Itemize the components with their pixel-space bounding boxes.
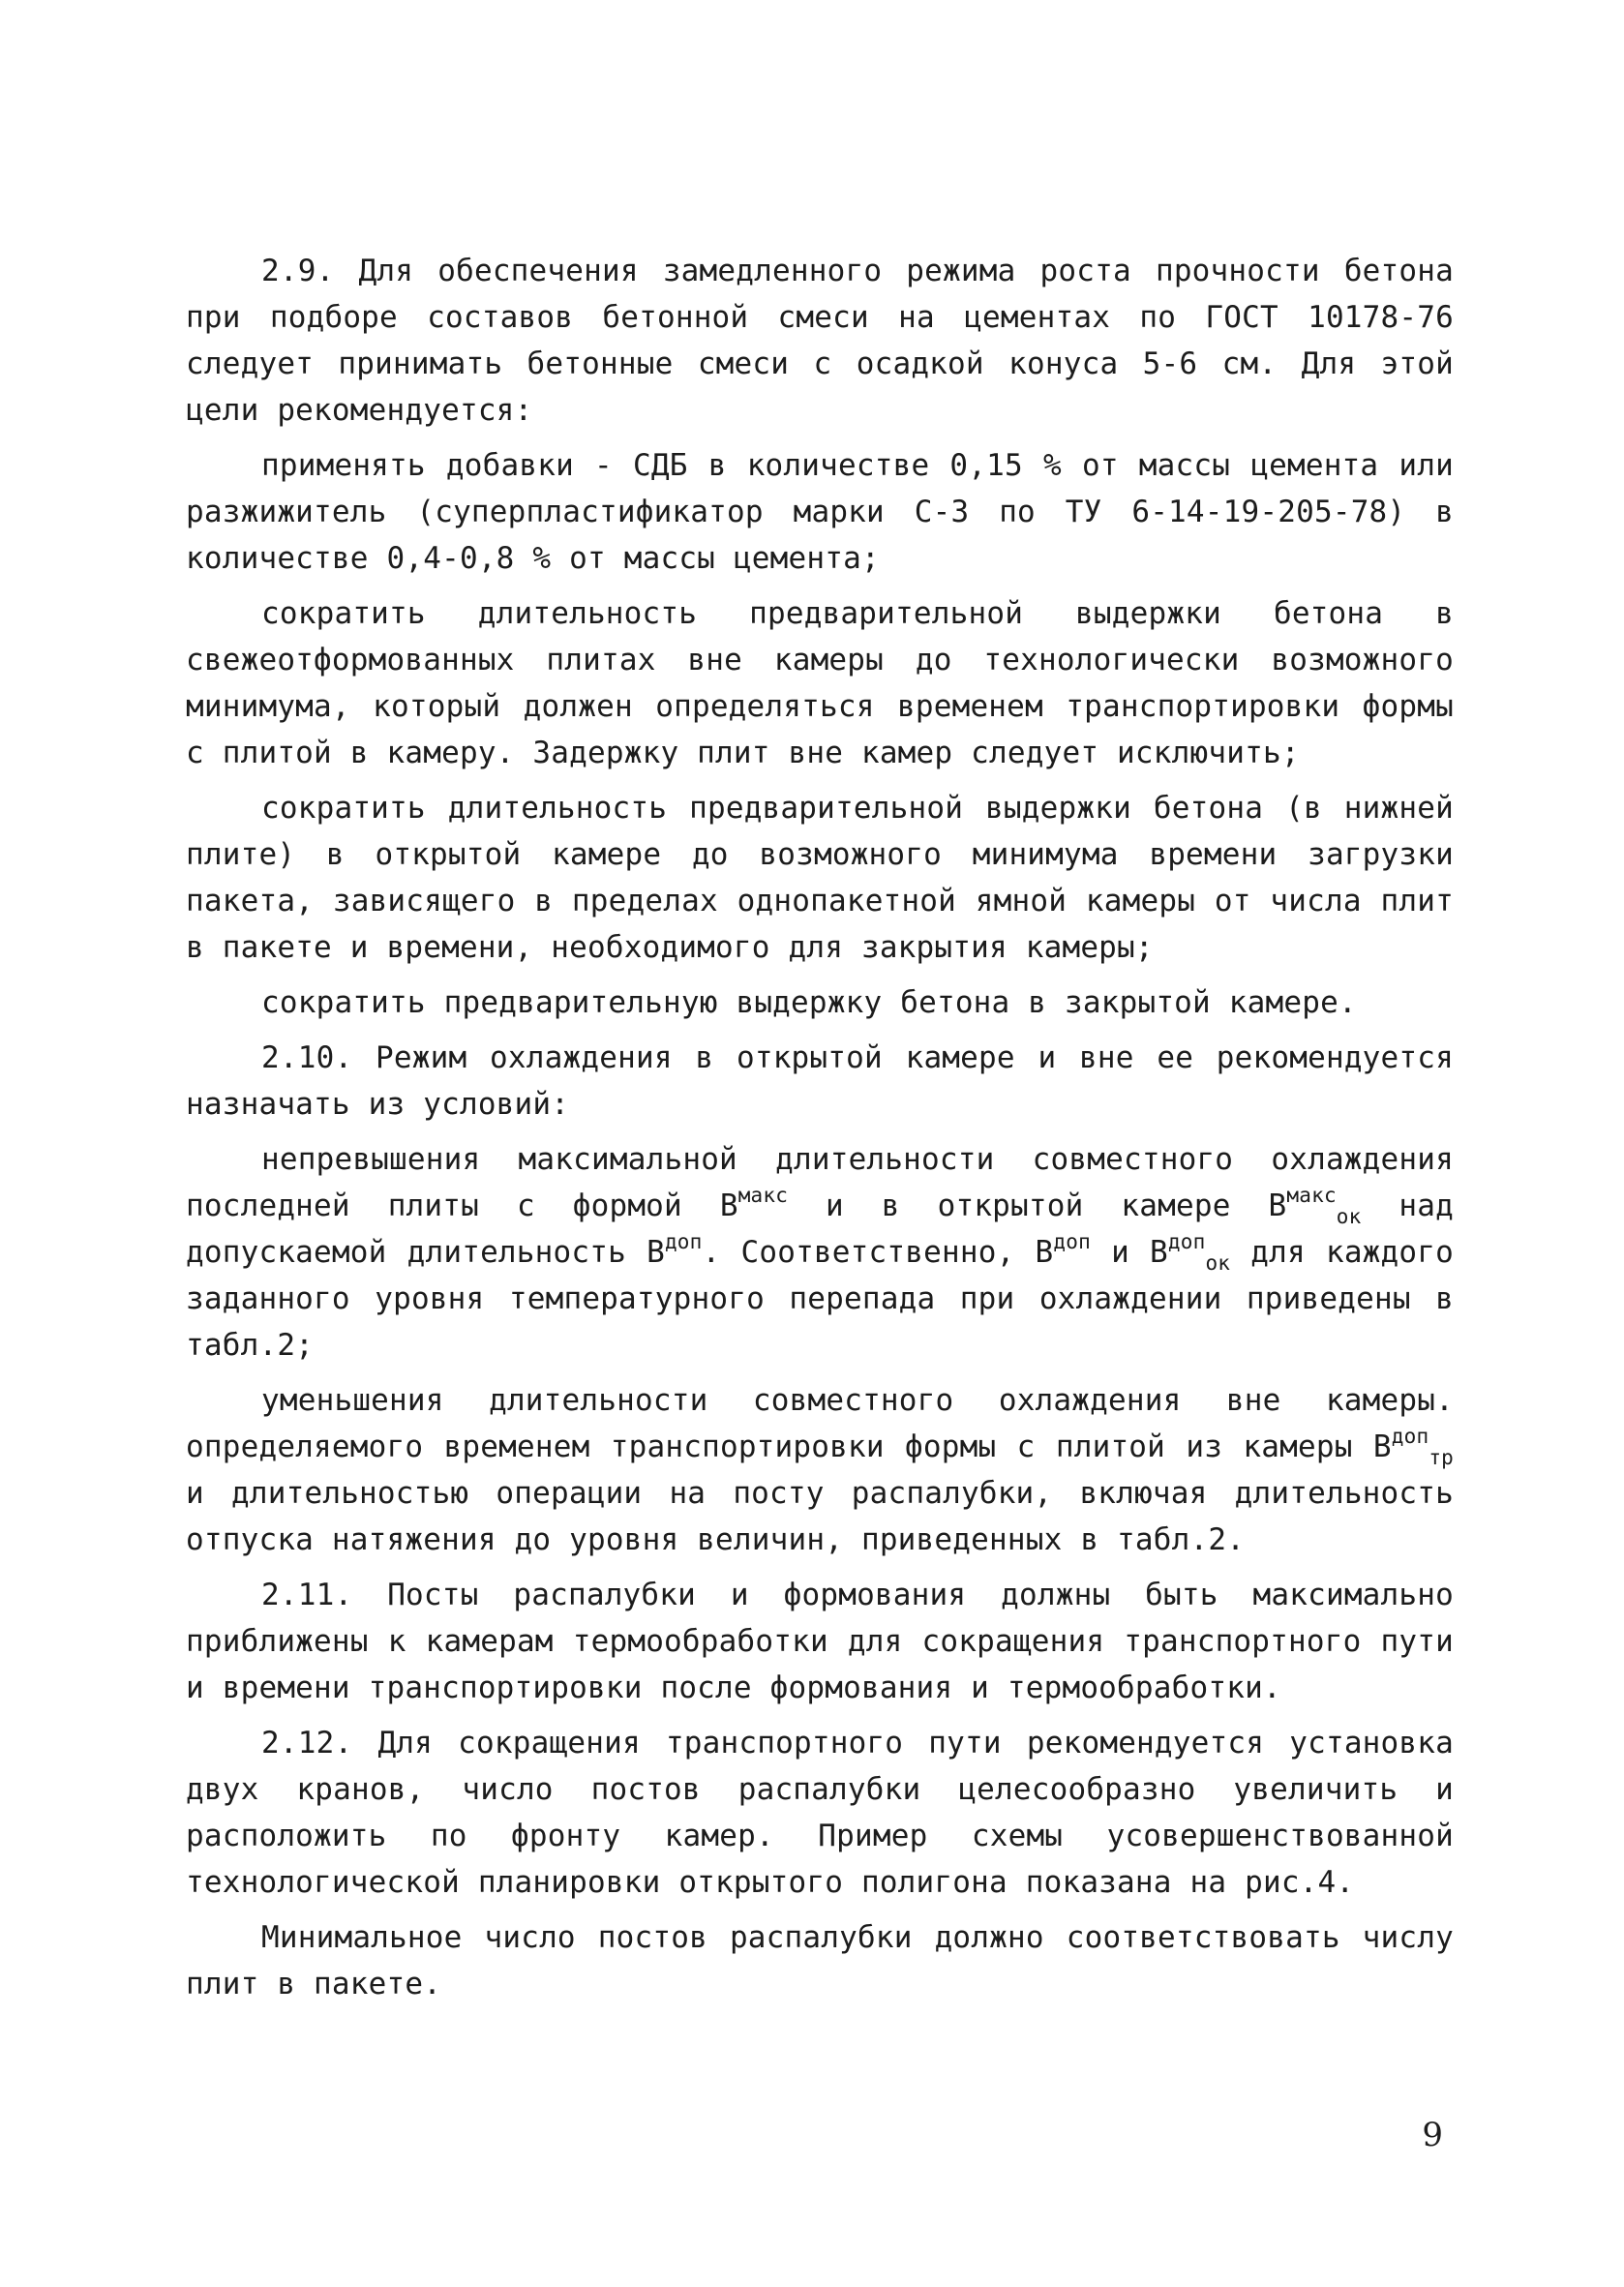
body-text (186, 248, 1454, 2016)
paragraph-2-12: 2.12. Для сокращения транспортного пути рекомендуется установка двух кранов, число постов распалубки целесообразно увеличить и расположить по фронту камер. Пример схемы усовершенствованной технологической планировки открытого полигона показана на рис.4. (186, 1726, 1454, 1900)
paragraph-pre-curing-outside: сократить длительность предварительной выдержки бетона в свежеотформованных плитах вне камеры до технологически возможного минимума, который должен определяться временем транспортировки формы с плитой в камеру. Задержку плит вне камер следует исключить; (186, 596, 1454, 770)
paragraph-2-9: 2.9. Для обеспечения замедленного режима роста прочности бетона при подборе составов бетонной смеси на цементах по ГОСТ 10178-76 следует принимать бетонные смеси с осадкой конуса 5-6 см. Для этой цели рекомендуется: (186, 254, 1454, 428)
paragraph-2-10: 2.10. Режим охлаждения в открытой камере и вне ее рекомендуется назначать из условий: (186, 1040, 1454, 1122)
paragraph-2-11: 2.11. Посты распалубки и формования должны быть максимально приближены к камерам термообработки для сокращения транспортного пути и времени транспортировки после формования и термообработки. (186, 1578, 1454, 1705)
page-number: 9 (1422, 2116, 1443, 2154)
paragraph-cooling-reduction: уменьшения длительности совместного охлаждения вне камеры. определяемого временем транспортировки формы с плитой из камеры $В^{доп}_{тр}$ и длительностью операции на посту распалубки, включая длительность отпуска натяжения до уровня величин, приведенных в табл.2. (186, 1383, 1454, 1557)
paragraph-pre-curing-open-chamber: сократить длительность предварительной выдержки бетона (в нижней плите) в открытой камере до возможного минимума времени загрузки пакета, зависящего в пределах однопакетной ямной камеры от числа плит в пакете и времени, необходимого для закрытия камеры; (186, 791, 1454, 965)
paragraph-min-posts: Минимальное число постов распалубки должно соответствовать числу плит в пакете. (186, 1920, 1454, 2001)
paragraph-cooling-duration: непревышения максимальной длительности совместного охлаждения последней плиты с формой $В^{макс}$ и в открытой камере $В^{макс}_{ок}$ над допускаемой длительность $В^{доп}$. Соответственно, $В^{доп}$ и $В^{доп}_{ок}$ для каждого заданного уровня температурного перепада при охлаждении приведены в табл.2; (186, 1142, 1454, 1363)
paragraph-additives: применять добавки - СДБ в количестве 0,15 % от массы цемента или разжижитель (суперпластификатор марки С-3 по ТУ 6-14-19-205-78) в количестве 0,4-0,8 % от массы цемента; (186, 448, 1454, 576)
paragraph-pre-curing-closed: сократить предварительную выдержку бетона в закрытой камере. (261, 985, 1357, 1020)
